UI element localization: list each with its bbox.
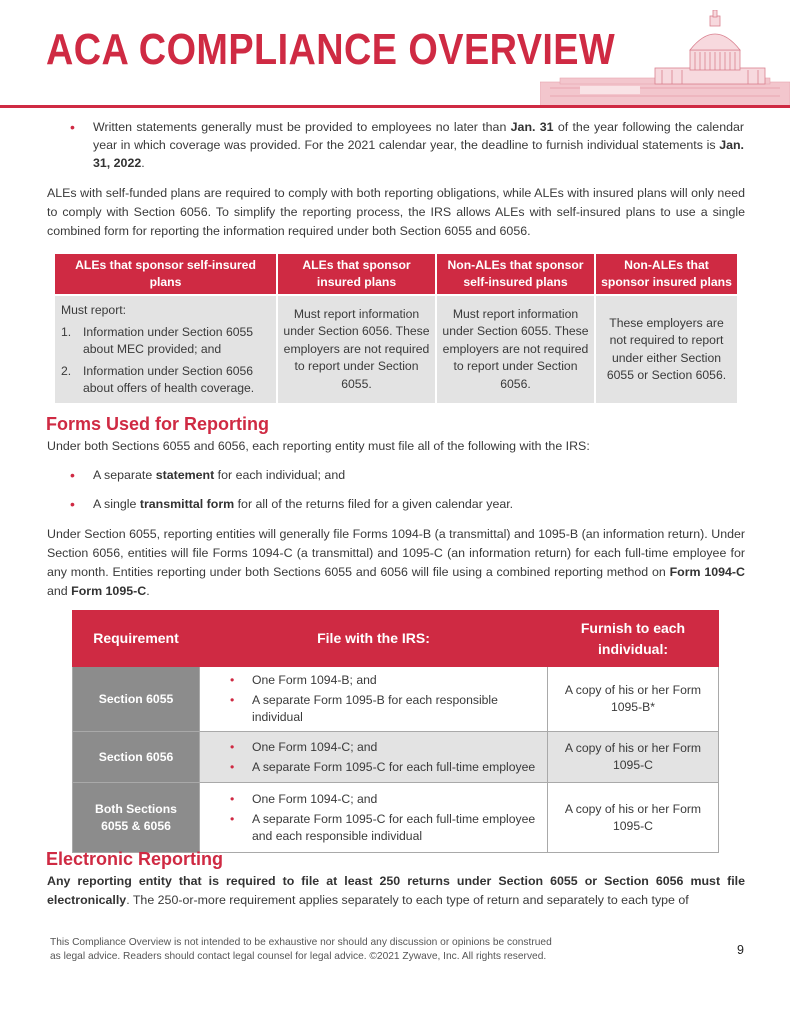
bullet-text: A single transmittal form for all of the returns filed for a given calendar year. — [93, 497, 514, 511]
table-header: ALEs that sponsor self-insured plans — [55, 254, 276, 294]
header-rule — [0, 105, 790, 108]
numbered-item — [61, 363, 270, 398]
bullet-icon: • — [230, 673, 235, 687]
table-cell: A copy of his or her Form 1095-C — [548, 732, 719, 783]
row-header: Both Sections 6055 & 6056 — [73, 783, 200, 853]
list-item: • One Form 1094-C; and — [230, 791, 378, 806]
section-heading: Forms Used for Reporting — [46, 414, 270, 434]
bullet-text: A separate statement for each individual; and — [93, 468, 346, 482]
table-row — [73, 783, 719, 853]
ale-reporting-table — [53, 252, 739, 405]
table-cell: A copy of his or her Form 1095-C — [548, 783, 719, 853]
table-cell — [200, 783, 548, 853]
item-number: 1. — [61, 324, 72, 339]
forms-table — [72, 610, 719, 853]
page-title: ACA COMPLIANCE OVERVIEW — [46, 25, 616, 74]
list-item: • A separate Form 1095-C for each full-time employee — [230, 759, 536, 774]
table-row — [73, 732, 719, 783]
bullet-icon: • — [230, 811, 235, 826]
paragraph-forms: Under Section 6055, reporting entities will generally file Forms 1094-B (a transmittal) and 1095-B (an information return). Under Section 6056, entities will file Forms 1094-C (a transmittal) and 1095-C (an information return) for each full-time employee for any month. Entities reporting under both Sections 6055 and 6056 will file using a combined reporting method on Form 1094-C and Form 1095-C. — [47, 527, 745, 598]
numbered-item — [61, 324, 270, 359]
row-header: Section 6055 — [73, 667, 200, 732]
page-number: 9 — [737, 943, 744, 957]
table-cell: Must report information under Section 6055. These employers are not required to report under Section 6056. — [437, 296, 594, 403]
list-item: • One Form 1094-C; and — [230, 739, 378, 754]
item-text: Information under Section 6056 about offers of health coverage. — [83, 363, 255, 395]
section-heading: Electronic Reporting — [46, 849, 224, 869]
table-cell: Must report information under Section 6056. These employers are not required to report under Section 6055. — [278, 296, 435, 403]
bullet-icon: • — [230, 693, 235, 707]
table-header: Requirement — [73, 611, 200, 667]
table-cell — [200, 667, 548, 732]
table-header: File with the IRS: — [200, 611, 548, 667]
table-header: Non-ALEs that sponsor insured plans — [596, 254, 737, 294]
table-header: Furnish to each individual: — [548, 611, 719, 667]
table-cell: These employers are not required to report under either Section 6055 or Section 6056. — [596, 296, 737, 403]
bullet-icon: • — [70, 119, 75, 135]
capitol-building-illustration — [540, 10, 790, 106]
footer-disclaimer: This Compliance Overview is not intended to be exhaustive nor should any discussion or opinions be construed as legal advice. Readers should contact legal counsel for legal advice. ©2021 Zywave, Inc. All rights reserved. — [50, 937, 552, 962]
table-row — [73, 667, 719, 732]
table-cell — [200, 732, 548, 783]
list-item: • A separate Form 1095-C for each full-time employee and each responsible individual — [230, 811, 536, 843]
bullet-text: Written statements generally must be provided to employees no later than Jan. 31 of the year following the calendar year in which coverage was provided. For the 2021 calendar year, the deadline to furnish individual statements is Jan. 31, 2022. — [93, 120, 744, 170]
bullet-icon: • — [230, 759, 235, 774]
bullet-icon: • — [70, 467, 75, 483]
list-item: • A separate Form 1095-B for each responsible individual — [230, 693, 498, 724]
list-item: • One Form 1094-B; and — [230, 673, 377, 687]
bullet-icon: • — [230, 791, 235, 806]
table-cell: A copy of his or her Form 1095-B* — [548, 667, 719, 732]
paragraph: Under both Sections 6055 and 6056, each reporting entity must file all of the following with the IRS: — [47, 439, 590, 453]
item-text: Information under Section 6055 about MEC provided; and — [83, 324, 254, 356]
paragraph-self-funded: ALEs with self-funded plans are required to comply with both reporting obligations, while ALEs with insured plans will only need to comply with Section 6056. To simplify the reporting process, the IRS allows ALEs with self-insured plans to use a single combined form for reporting the information required under both Section 6055 and 6056. — [47, 186, 745, 238]
row-header: Section 6056 — [73, 732, 200, 783]
table-header: Non-ALEs that sponsor self-insured plans — [437, 254, 594, 294]
table-cell — [55, 296, 276, 403]
paragraph-electronic: Any reporting entity that is required to file at least 250 returns under Section 6055 or Section 6056 must file electronically. The 250-or-more requirement applies separately to each type of return and separately to each type of — [47, 874, 745, 907]
bullet-icon: • — [70, 496, 75, 512]
item-number: 2. — [61, 363, 72, 378]
table-header: ALEs that sponsor insured plans — [278, 254, 435, 294]
bullet-icon: • — [230, 739, 235, 754]
cell-intro: Must report: — [61, 303, 127, 317]
